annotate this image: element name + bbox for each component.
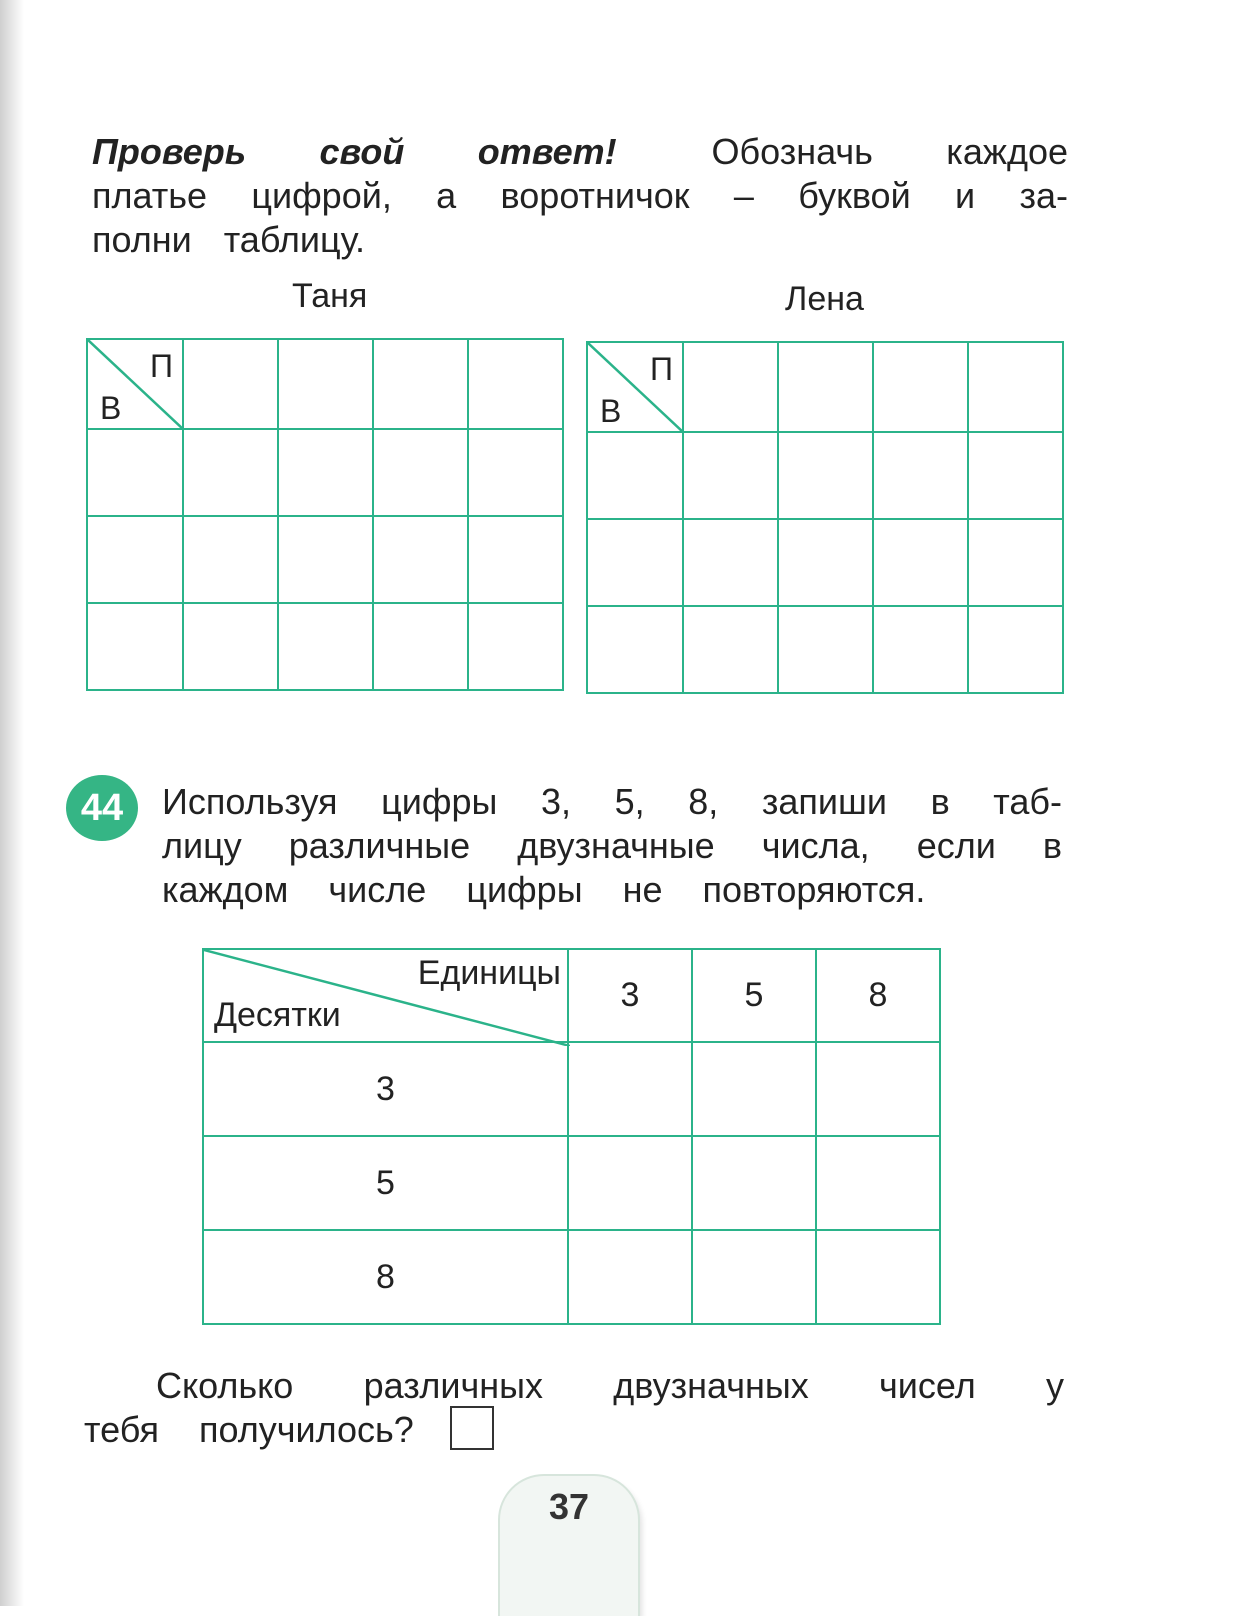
grid-cell[interactable]	[278, 603, 373, 690]
units-label: Единицы	[417, 954, 561, 992]
grid-cell[interactable]	[278, 516, 373, 603]
task-44-line-2: лицу различные двузначные числа, если в	[162, 825, 1062, 866]
table-cell[interactable]	[568, 1136, 692, 1230]
table-cell[interactable]	[692, 1136, 816, 1230]
grid-tanya-corner-cell	[87, 339, 183, 429]
grid-cell[interactable]	[683, 519, 778, 606]
grid-cell[interactable]	[373, 339, 468, 429]
grid-cell[interactable]	[968, 342, 1063, 432]
grid-cell[interactable]	[587, 519, 683, 606]
grid-cell[interactable]	[183, 339, 278, 429]
grid-cell[interactable]	[183, 516, 278, 603]
table-cell[interactable]	[816, 1136, 940, 1230]
grid-cell[interactable]	[873, 432, 968, 519]
table-cell[interactable]	[816, 1230, 940, 1324]
corner-label-p: П	[650, 351, 673, 387]
grid-cell[interactable]	[778, 519, 873, 606]
table-corner-header	[203, 949, 568, 1042]
grid-cell[interactable]	[968, 606, 1063, 693]
caption-lena: Лена	[785, 280, 864, 318]
grid-cell[interactable]	[778, 342, 873, 432]
grid-cell[interactable]	[683, 432, 778, 519]
grid-cell[interactable]	[968, 519, 1063, 606]
grid-cell[interactable]	[278, 429, 373, 516]
grid-cell[interactable]	[873, 606, 968, 693]
question-text	[84, 1364, 1064, 1452]
task-number-badge: 44	[66, 775, 138, 841]
column-header: 5	[692, 949, 816, 1042]
corner-label-v: В	[100, 390, 122, 426]
task-43-line-3: полни таблицу.	[92, 219, 365, 260]
column-header: 8	[816, 949, 940, 1042]
task-43-line-1-rest: Обозначь каждое	[711, 131, 1068, 172]
grid-cell[interactable]	[587, 606, 683, 693]
task-44-text	[162, 780, 1062, 912]
corner-label-p: П	[150, 348, 173, 384]
grid-cell[interactable]	[87, 603, 183, 690]
grid-cell[interactable]	[778, 606, 873, 693]
question-line-1-text: Сколько различных двузначных чисел у	[156, 1365, 1064, 1406]
grid-cell[interactable]	[373, 603, 468, 690]
table-cell[interactable]	[692, 1230, 816, 1324]
grid-cell[interactable]	[468, 603, 563, 690]
grid-cell[interactable]	[468, 339, 563, 429]
corner-label-v: В	[600, 393, 622, 429]
grid-cell[interactable]	[87, 429, 183, 516]
question-line-2: тебя получилось?	[84, 1409, 414, 1450]
row-header: 8	[203, 1230, 568, 1324]
grid-cell[interactable]	[587, 432, 683, 519]
grid-cell[interactable]	[278, 339, 373, 429]
grid-cell[interactable]	[468, 516, 563, 603]
table-cell[interactable]	[692, 1042, 816, 1136]
page-edge-shadow	[0, 0, 24, 1606]
grid-cell[interactable]	[683, 606, 778, 693]
table-cell[interactable]	[568, 1230, 692, 1324]
grid-cell[interactable]	[373, 429, 468, 516]
task-43-line-1	[92, 130, 1068, 174]
grid-cell[interactable]	[778, 432, 873, 519]
task-44-line-3: каждом числе цифры не повторяются.	[162, 869, 926, 910]
task-44-line-1: Используя цифры 3, 5, 8, запиши в таб-	[162, 781, 1062, 822]
task-43-line-2: платье цифрой, а воротничок – буквой и за-	[92, 175, 1068, 216]
grid-cell[interactable]	[373, 516, 468, 603]
grid-lena-corner-cell	[587, 342, 683, 432]
row-header: 5	[203, 1136, 568, 1230]
caption-tanya: Таня	[292, 277, 368, 315]
grid-cell[interactable]	[183, 603, 278, 690]
grid-lena	[586, 341, 1064, 694]
grid-cell[interactable]	[683, 342, 778, 432]
digits-table	[202, 948, 941, 1325]
table-cell[interactable]	[816, 1042, 940, 1136]
answer-box[interactable]	[450, 1406, 494, 1450]
grid-tanya	[86, 338, 564, 691]
grid-cell[interactable]	[873, 519, 968, 606]
grid-cell[interactable]	[87, 516, 183, 603]
grid-cell[interactable]	[873, 342, 968, 432]
table-cell[interactable]	[568, 1042, 692, 1136]
page-number: 37	[548, 1486, 590, 1527]
grid-cell[interactable]	[968, 432, 1063, 519]
question-line-1	[84, 1364, 1064, 1408]
column-header: 3	[568, 949, 692, 1042]
grid-cell[interactable]	[468, 429, 563, 516]
row-header: 3	[203, 1042, 568, 1136]
task-43-lead: Проверь свой ответ!	[92, 131, 617, 172]
grid-cell[interactable]	[183, 429, 278, 516]
task-43-text	[92, 130, 1068, 262]
tens-label: Десятки	[214, 996, 341, 1034]
